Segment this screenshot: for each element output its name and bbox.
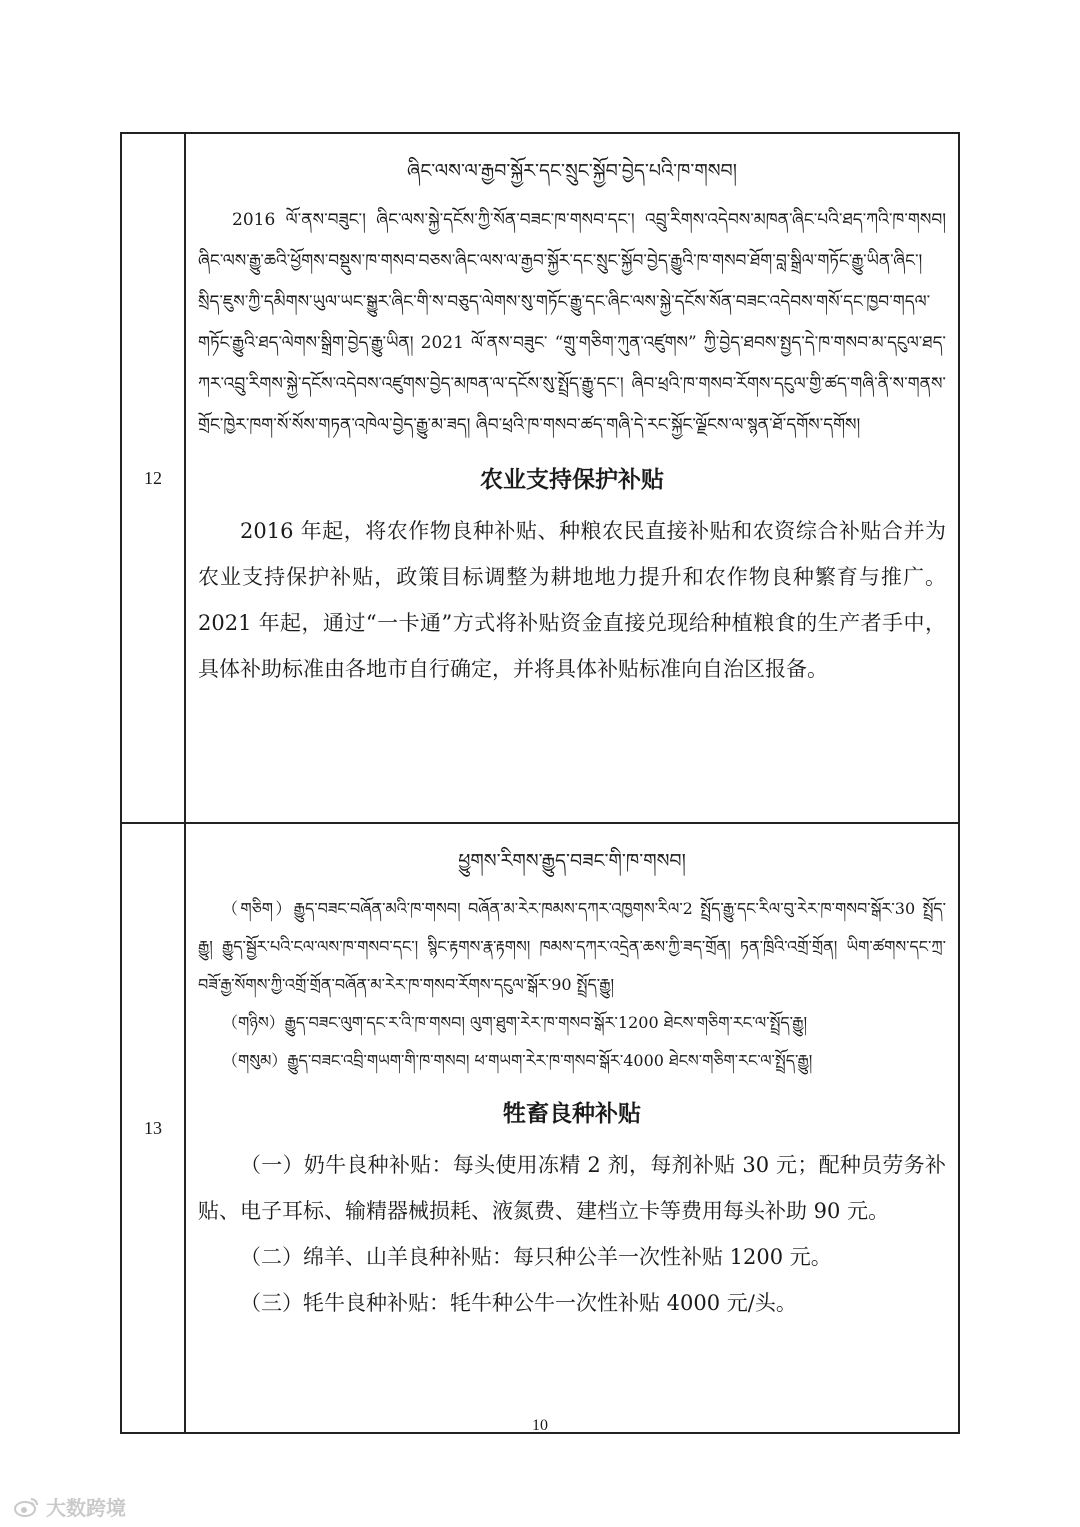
chinese-paragraph: （二）绵羊、山羊良种补贴：每只种公羊一次性补贴 1200 元。 (240, 1245, 832, 1269)
chinese-paragraph: （三）牦牛良种补贴：牦牛种公牛一次性补贴 4000 元/头。 (240, 1291, 797, 1315)
tibetan-title: ཕྱུགས་རིགས་རྒྱུད་བཟང་གི་ཁ་གསབ། (458, 850, 686, 872)
row-content (185, 823, 959, 1433)
page-number: 10 (532, 1417, 548, 1434)
row-content (185, 133, 959, 823)
tibetan-title: ཞིང་ལས་ལ་རྒྱབ་སྐྱོར་དང་སྲུང་སྐྱོབ་བྱེད་པའི་ཁ་གསབ། (407, 160, 737, 182)
watermark-text: 大数跨境 (46, 1496, 126, 1520)
tibetan-item: （གཅིག）རྒྱུད་བཟང་བཞོན་མའི་ཁ་གསབ། བཞོན་མ་རེར་ཁམས་དཀར་འཁྱགས་རིལ་2 སྤྲོད་རྒྱུ་དང་རིལ་བུ་རེར་ཁ་གསབ་སྒོར་30 སྤྲོད་རྒྱུ། རྒྱུད་སྦྱོར་པའི་ངལ་ལས་ཁ་གསབ་དང་། སྙིང་རྟགས་རྣ་རྟགས། ཁམས་དཀར་འདྲེན་ཆས་ཀྱི་ཟད་གྲོན། ཏན་ཁྲིའི་འགྲོ་གྲོན། ཡིག་ཚགས་དང་ཀྲ་བཟོ་རྒྱ་སོགས་ཀྱི་འགྲོ་གྲོན་བཞོན་མ་རེར་ཁ་གསབ་རོགས་དངུལ་སྒོར་90 སྤྲོད་རྒྱུ། (198, 899, 946, 994)
table-row (121, 133, 959, 823)
row-number: 12 (121, 133, 185, 823)
chinese-title: 牲畜良种补贴 (503, 1101, 641, 1127)
tibetan-item: （གཉིས）རྒྱུད་བཟང་ལུག་དང་ར་འི་ཁ་གསབ། ལུག་ཐུག་རེར་ཁ་གསབ་སྒོར་1200 ཐེངས་གཅིག་རང་ལ་སྤྲོད་རྒྱུ། (222, 1013, 808, 1032)
tibetan-item: （གསུམ）རྒྱུད་བཟང་འབྲི་གཡག་གི་ཁ་གསབ། ཕ་གཡག་རེར་ཁ་གསབ་སྒོར་4000 ཐེངས་གཅིག་རང་ལ་སྤྲོད་རྒྱུ། (222, 1051, 813, 1070)
row-number: 13 (121, 823, 185, 1433)
watermark (14, 1492, 126, 1521)
chinese-paragraph: 2016 年起，将农作物良种补贴、种粮农民直接补贴和农资综合补贴合并为农业支持保护补贴，政策目标调整为耕地地力提升和农作物良种繁育与推广。2021 年起，通过“一卡通”方式将补贴资金直接兑现给种植粮食的生产者手中，具体补助标准由各地市自行确定，并将具体补贴标准向自治区报备。 (198, 519, 946, 681)
weibo-icon (14, 1496, 40, 1518)
chinese-paragraph: （一）奶牛良种补贴：每头使用冻精 2 剂，每剂补贴 30 元；配种员劳务补贴、电子耳标、输精器械损耗、液氮费、建档立卡等费用每头补助 90 元。 (198, 1153, 946, 1223)
table-row (121, 823, 959, 1433)
chinese-title: 农业支持保护补贴 (480, 467, 664, 493)
tibetan-paragraph: 2016 ལོ་ནས་བཟུང་། ཞིང་ལས་སྐྱེ་དངོས་ཀྱི་སོན་བཟང་ཁ་གསབ་དང་། འབྲུ་རིགས་འདེབས་མཁན་ཞིང་པའི་ཐད་ཀའི་ཁ་གསབ། ཞིང་ལས་རྒྱུ་ཆའི་ཕྱོགས་བསྡུས་ཁ་གསབ་བཅས་ཞིང་ལས་ལ་རྒྱབ་སྐྱོར་དང་སྲུང་སྐྱོབ་བྱེད་རྒྱུའི་ཁ་གསབ་ཐོག་བླ་སྒྲིལ་གཏོང་རྒྱུ་ཡིན་ཞིང་། སྲིད་ཇུས་ཀྱི་དམིགས་ཡུལ་ཡང་སྒྱུར་ཞིང་གི་ས་བཅུད་ལེགས་སུ་གཏོང་རྒྱུ་དང་ཞིང་ལས་སྐྱེ་དངོས་སོན་བཟང་འདེབས་གསོ་དང་ཁྱབ་གདལ་གཏོང་རྒྱུའི་ཐད་ལེགས་སྒྲིག་བྱེད་རྒྱུ་ཡིན། 2021 ལོ་ནས་བཟུང་ “གྲུ་གཅིག་ཀུན་འཛུགས” ཀྱི་བྱེད་ཐབས་སྤྱད་དེ་ཁ་གསབ་མ་དངུལ་ཐད་ཀར་འབྲུ་རིགས་སྐྱེ་དངོས་འདེབས་འཛུགས་བྱེད་མཁན་ལ་དངོས་སུ་སྤྲོད་རྒྱུ་དང་། ཞིབ་ཕྲའི་ཁ་གསབ་རོགས་དངུལ་གྱི་ཚད་གཞི་ནི་ས་གནས་གྲོང་ཁྱེར་ཁག་སོ་སོས་གཏན་འཁེལ་བྱེད་རྒྱུ་མ་ཟད། ཞིབ་ཕྲའི་ཁ་གསབ་ཚད་གཞི་དེ་རང་སྐྱོང་ལྗོངས་ལ་སྙན་ཐོ་དགོས་དགོས། (198, 210, 946, 435)
policy-table (120, 132, 960, 1434)
